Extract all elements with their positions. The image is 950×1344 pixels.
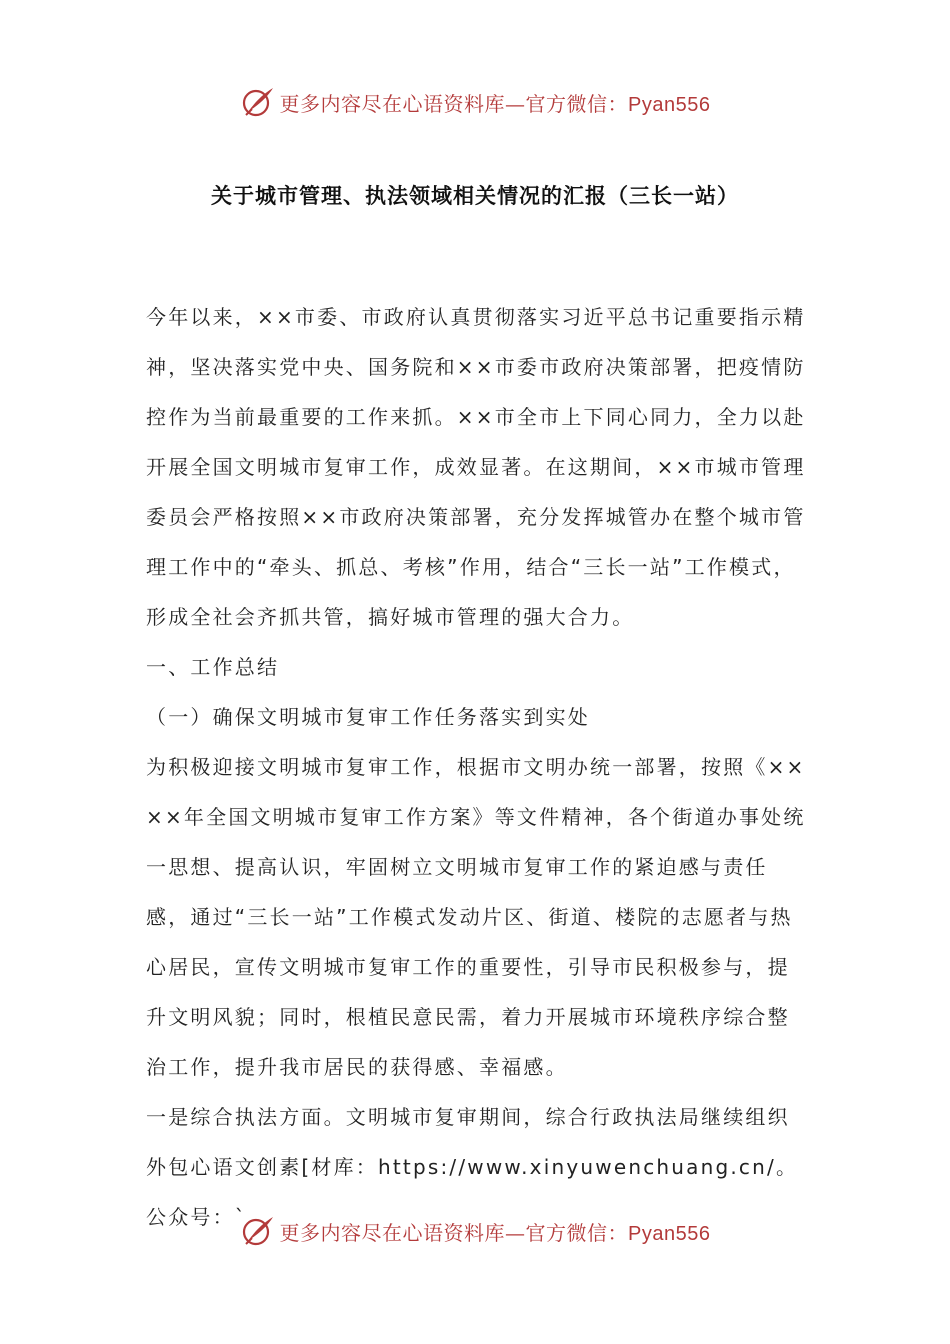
paragraph-intro: 今年以来，××市委、市政府认真贯彻落实习近平总书记重要指示精神，坚决落实党中央、国务院和××市委市政府决策部署，把疫情防控作为当前最重要的工作来抓。××市全市上下同心同力，全力以赴开展全国文明城市复审工作，成效显著。在这期间，××市城市管理委员会严格按照××市政府决策部署，充分发挥城管办在整个城市管理工作中的“牵头、抓总、考核”作用，结合“三长一站”工作模式，形成全社会齐抓共管，搞好城市管理的强大合力。 bbox=[146, 305, 806, 629]
paragraph-review: 为积极迎接文明城市复审工作，根据市文明办统一部署，按照《××××年全国文明城市复审工作方案》等文件精神，各个街道办事处统一思想、提高认识，牢固树立文明城市复审工作的紧迫感与责任感，通过“三长一站”工作模式发动片区、街道、楼院的志愿者与热心居民，宣传文明城市复审工作的重要性，引导市民积极参与，提升文明风貌；同时，根植民意民需，着力开展城市环境秩序综合整治工作，提升我市居民的获得感、幸福感。 bbox=[146, 755, 806, 1079]
document-title: 关于城市管理、执法领域相关情况的汇报（三长一站） bbox=[211, 184, 739, 208]
header-banner bbox=[0, 82, 950, 122]
paragraph-enforcement: 一是综合执法方面。文明城市复审期间，综合行政执法局继续组织外包心语文创素[材库：https://www.xinyuwenchuang.cn/。公众号：` bbox=[146, 1105, 799, 1229]
wechat-id: Pyan556 bbox=[628, 1222, 711, 1245]
quill-logo-icon bbox=[240, 84, 276, 120]
quill-logo-icon bbox=[240, 1213, 276, 1249]
footer-banner bbox=[0, 1211, 950, 1251]
subsection-heading: （一）确保文明城市复审工作任务落实到实处 bbox=[146, 705, 590, 729]
wechat-id: Pyan556 bbox=[628, 93, 711, 116]
banner-text: 更多内容尽在心语资料库—官方微信：Pyan556 bbox=[279, 1220, 711, 1245]
section-heading: 一、工作总结 bbox=[146, 655, 280, 679]
document-body bbox=[146, 292, 808, 1242]
banner-text: 更多内容尽在心语资料库—官方微信：Pyan556 bbox=[279, 91, 711, 116]
